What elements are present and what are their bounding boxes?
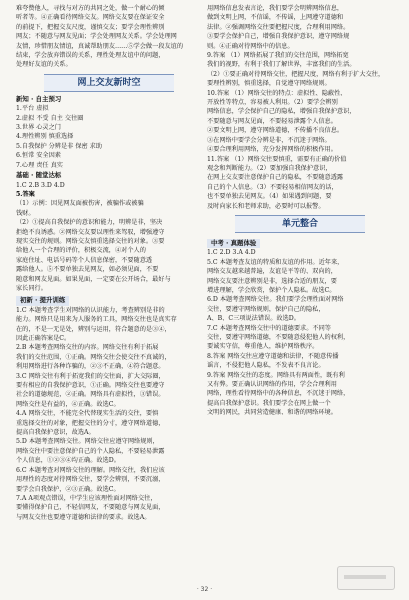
left-top-text [16,4,202,70]
text-line: 做到文明上网，不信谣，不传谣，上网遵守道德和 [207,14,344,22]
answer-5-text [16,199,202,293]
left-column [16,4,202,522]
preview-heading: 新知 · 自主预习 [16,94,62,103]
basics-heading: 基础 · 随堂达标 [16,171,62,180]
text-line: 9.答案 （1）网络拓展了我们的交往范围，网络拓宽 [207,52,349,60]
text-line: 网络交友要注意辨别是非，选择合适的朋友，要 [207,277,337,285]
text-line: 提高自我保护意识。我们要学会在网上做一个 [207,399,331,407]
text-line: ④要合理利用网络，充分发挥网络的积极作用。 [207,146,337,154]
text-line: 提高自我保护意识，故选A。 [16,429,95,437]
text-line: 家长同行。 [16,284,47,292]
text-line: 要理性辨别，慎重选择，自觉遵守网络规则。 [207,80,331,88]
preview-item: 5.自我保护 分辨是非 保密 求助 [16,142,103,150]
text-line: 难夸赞他人，寻找与对方的共同之处，做一个耐心的倾 [16,5,165,12]
text-line: 11.答案 （1）网络交往要慎重，需要有正确的价值 [207,155,347,163]
text-line: 拒绝不良诱惑。②网络交友要以理性来驾驭，增强遵守 [16,228,165,236]
text-line: 网络信息，学会保护自己的隐私，增强自我保护意识， [207,108,356,116]
text-line: 听者等。④正确看待网络交友。网络交友要在保证安全 [16,14,165,22]
text-line: 社会的道德规范，②正确。网络具有虚拟性，③错误。 [16,391,165,399]
text-line: 我们的交往范围，①正确。网络交往会使交往不真诚的， [16,353,171,361]
right-column [207,4,393,418]
answer-5-label: 5.答案 [16,190,35,198]
basics-answers: 1.C 2.B 3.D 4.D [16,181,65,189]
text-line: 重选择交往的对象，把握交往的分寸，遵守网络道德， [16,419,165,427]
text-line: 因此正确答案是C。 [16,335,71,342]
exam-answers: 1.C 2.D 3.A 4.D [207,249,256,257]
section-title: 网上交友新时空 [44,74,174,92]
text-line: 及时向家长和老师求助，必要时可以报警。 [207,202,325,210]
text-line: 9.答案 网络交往的态度。网络具有两面性，既有利 [207,371,345,379]
unit-title: 单元整合 [235,215,365,233]
text-line: 交往，要遵守网络道德，不要随意侵犯他人的权利， [207,334,350,341]
text-line: ②要文明上网，遵守网络道德，不传播不良信息。 [207,127,344,135]
preview-item: 6.恒常 安全因素 [16,152,61,160]
text-line: 1.C 本题考查学生对网络的认识能力，考查辨别是非的 [16,306,165,314]
text-line: 处理好友谊的关系。 [16,61,72,69]
text-line: 自己的个人信息。（3）不要轻易相信网友的话， [207,183,338,191]
right-top-text [207,4,393,211]
preview-item: 2.虚拟 不受 自主 交往圈 [16,114,84,122]
text-line: （2）①提高自我保护的意识和能力，明辨是非，坚决 [16,219,163,227]
preview-list [16,104,202,170]
text-line: 钱财。 [16,209,35,217]
text-line: 6.D 本题考查网络交往。我们要学会理性面对网络 [207,296,344,304]
watermark-bar [344,575,386,579]
text-line: 增进理解，学会欣赏，保护个人隐私。故选C。 [207,286,336,294]
text-line: 3.C 网络交往有利于拓宽我们的交往面，扩大交际圈， [16,372,165,380]
text-line: 7.C 本题考查网络交往中的道德要求。不同等 [207,324,331,332]
text-line: 在网上交友要注意保护自己的隐私，不要随意透露 [207,174,344,182]
exam-heading: 中考 · 真题体验 [207,239,260,248]
text-line: 随意和网友见面。如果见面，一定要在公开场合，最好与 [16,275,171,283]
text-line: （1）示例：因见网友面被伤害，被骗作或被骗 [16,200,144,208]
page-number: · 32 · [196,585,213,593]
text-line: 文明的网民，共同营造健康、和谐的网络环境。 [207,409,337,417]
preview-item: 7.心理 责任 真实 [16,161,63,169]
text-line: 不要随意与网友见面，不要轻易泄露个人信息。 [207,117,337,125]
text-line: 6.C 本题考查对网络交往的理解。网络交往，我们应该 [16,466,165,474]
text-line: 网络交友越来越普遍，友谊是平等的、双向的， [207,268,337,276]
text-line: 要学会自我保护，②③正确。故选C。 [16,485,120,493]
text-line: 也不要单独去见网友。（4）如果遇到问题，要 [207,193,332,201]
text-line: ③要学会保护自己，增强自我保护意识，遵守网络规 [207,33,350,41]
text-line: 结束，学会放弃错误的关系，理性处理友谊中的问题， [16,52,165,60]
text-line: 的前提下，把握交友尺度，谨慎交友；要学会理性辨别 [16,23,165,31]
text-line: 要诚实守信，尊重他人，维护网络秩序。 [207,343,319,351]
text-line: 用理性的态度对待网络交往，要学会辨别，不要沉溺， [16,476,165,484]
text-line: 开放性等特点，容易被人利用。（2）要学会辨别 [207,99,338,107]
text-line: 现实交往的规则。网络交友慎重选择交往的对象。③要 [16,237,165,245]
watermark-stamp [337,566,395,590]
text-line: 观念和判断能力。（2）要加强自我保护意识， [207,164,332,172]
text-line: 谣言，不侵犯他人隐私，不发表不良言论。 [207,362,325,370]
text-line: 利用网络进行各种诈骗的，②③不正确，④符合题意。 [16,363,165,371]
preview-item: 4.理性辨别 慎重选择 [16,133,74,141]
text-line: 网络交往是有益的，④正确。故选C。 [16,400,120,408]
text-line: 在的，不是一无是处，辨别与运用，符合题意的是③④， [16,325,171,333]
text-line: 用网络信息发表言论，我们要学会明辨网络信息， [207,5,344,12]
preview-item: 1.平台 虚拟 [16,105,49,113]
text-line: 家庭住址、电话号码等个人信息保密，不要随意透 [16,256,153,264]
answer-5 [16,190,202,199]
text-line: A、B、C三项说法错误。故选D。 [207,315,300,323]
text-line: 网络，理性看待网络中的各种信息，不沉迷于网络， [207,390,350,398]
training-text [16,306,202,522]
text-line: 则。④正确对待网络中的信息。 [207,42,294,50]
text-line: 友情，珍惜朋友情谊，真诚帮助朋友……⑤学会做一段友谊的 [16,42,184,50]
text-line: 5.C 本题考查友谊的特质和友谊的作用。近年来， [207,258,344,266]
text-line: 交往，要遵守网络规则，保护自己的隐私， [207,305,325,313]
exam-text [207,258,393,418]
text-line: 给他人一个合理的评价，积极交流，④对个人的 [16,247,146,255]
text-line: 2.B 本题考查网络交往的内容。网络交往有利于拓展 [16,344,159,352]
text-line: 4.A 网络交往，不能完全代替现实生活的交往，要慎 [16,410,159,418]
text-line: ③在网络中要学会分辨是非，不沉迷于网络。 [207,136,331,144]
text-line: 与网友交往也要遵守道德和法律的要求。故选A。 [16,513,151,521]
text-line: 个人信息，①②③④均正确。故选D。 [16,457,120,465]
training-heading: 初新 · 提升训练 [16,296,69,305]
text-line: 7.A A项观点错误，中学生应该理性面对网络交往， [16,494,157,502]
text-line: 要懂得保护自己，不轻信网友，不要随意与网友见面， [16,504,165,512]
text-line: （2）①要正确对待网络交往，把握尺度，网络有利于扩大交往， [207,70,385,78]
text-line: 网络交往中要注意保护自己的个人隐私，不要轻易泄露 [16,447,165,455]
text-line: 10.答案 （1）网络交往的特点：虚拟性、隐蔽性、 [207,89,347,97]
text-line: 8.答案 网络交往应遵守道德和法律，不随意传播 [207,352,339,360]
preview-item: 3.世界 心灵之门 [16,124,61,132]
text-line: 法律。②强调网络交往要把握尺度，合理利用网络。 [207,23,350,31]
text-line: 网友；不随意与网友见面；学会处理网友关系。学会处理网 [16,33,177,41]
text-line: 露给他人。⑤不要单独去见网友，如必须见面，不要 [16,266,159,274]
text-line: 能力。网络只是用来为人服务的工具，网络交往也是真实存 [16,316,177,324]
text-line: 我们的视野，有利于我们了解世界，丰富我们的生活。 [207,61,356,69]
text-line: 要有相应的自我保护意识，①正确。网络交往也要遵守 [16,382,165,390]
text-line: 5.D 本题考查网络交往。网络交往应遵守网络规则， [16,438,159,446]
text-line: 又有弊。要正确认识网络的作用，学会合理利用 [207,381,337,389]
